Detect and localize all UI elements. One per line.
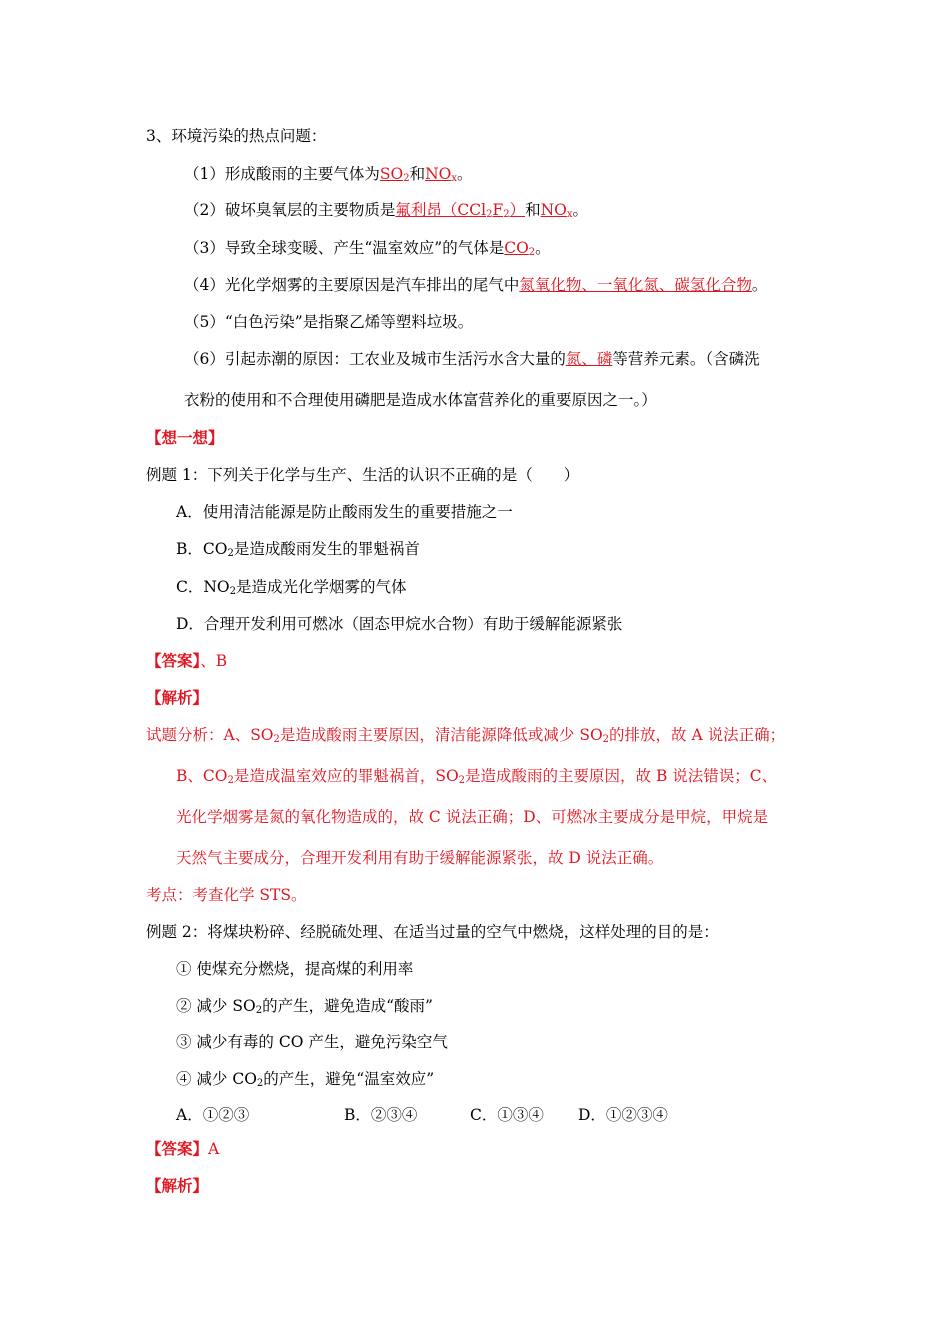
example-1-analysis-line-4: 天然气主要成分，合理开发利用有助于缓解能源紧张，故 D 说法正确。 (176, 849, 664, 867)
example-1-question: 例题 1：下列关于化学与生产、生活的认识不正确的是（ ） (146, 466, 580, 484)
example-2-option-a: A．①②③ (176, 1106, 250, 1124)
example-2-analysis-heading: 【解析】 (146, 1176, 209, 1195)
item-3-answer: $CO_2$ (504, 239, 536, 258)
item-2-answer-2: $NO_x$ (540, 201, 573, 220)
example-1-analysis-line-1: 试题分析：A、$SO_2$是造成酸雨主要原因，清洁能源降低或减少 $SO_2$的排放，故 A 说法正确； (146, 726, 786, 745)
item-1: （1）形成酸雨的主要气体为$SO_2$和$NO_x$。 (184, 165, 473, 184)
example-1-answer: 【答案】、B (146, 651, 228, 670)
item-3: （3）导致全球变暖、产生“温室效应”的气体是$CO_2$。 (184, 239, 551, 258)
think-heading: 【想一想】 (146, 428, 224, 447)
example-1-option-c: C．$NO_2$是造成光化学烟雾的气体 (176, 578, 407, 597)
item-1-answer-1: $SO_2$ (379, 165, 410, 184)
example-2-statement-4: ④ 减少 $CO_2$的产生，避免“温室效应” (176, 1070, 435, 1089)
example-2-option-c: C．①③④ (470, 1106, 544, 1124)
example-2-statement-2: ② 减少 $SO_2$的产生，避免造成“酸雨” (176, 997, 433, 1016)
item-4-answer: 氮氧化物、一氧化氮、碳氢化合物 (519, 276, 752, 294)
example-1-option-a: A．使用清洁能源是防止酸雨发生的重要措施之一 (176, 503, 513, 521)
item-4: （4）光化学烟雾的主要原因是汽车排出的尾气中氮氧化物、一氧化氮、碳氢化合物。 (184, 276, 768, 294)
item-5: （5）“白色污染”是指聚乙烯等塑料垃圾。 (184, 313, 474, 331)
item-2: （2）破坏臭氧层的主要物质是氟利昂$(CCl_2F_2)$和$NO_x$。 (184, 201, 589, 220)
example-1-analysis-line-2: B、$CO_2$是造成温室效应的罪魁祸首，$SO_2$是造成酸雨的主要原因，故 B 说法错误；C、 (176, 767, 778, 786)
item-1-answer-2: $NO_x$ (425, 165, 458, 184)
example-2-answer: 【答案】A (146, 1139, 220, 1158)
example-2-options (176, 1105, 668, 1125)
section-title: 3、环境污染的热点问题： (146, 127, 327, 145)
example-1-kaodian: 考点：考查化学 STS。 (146, 886, 307, 904)
example-1-option-d: D．合理开发利用可燃冰（固态甲烷水合物）有助于缓解能源紧张 (176, 615, 623, 633)
example-2-option-d: D．①②③④ (578, 1106, 668, 1124)
item-6: （6）引起赤潮的原因：工农业及城市生活污水含大量的氮、磷等营养元素。（含磷洗 (184, 350, 760, 368)
example-2-option-b: B．②③④ (344, 1106, 418, 1124)
example-1-option-b: B．$CO_2$是造成酸雨发生的罪魁祸首 (176, 540, 420, 559)
item-6-answer: 氮、磷 (565, 350, 613, 368)
item-1-text: （1）形成酸雨的主要气体为 (184, 165, 380, 183)
example-1-analysis-line-3: 光化学烟雾是氮的氧化物造成的，故 C 说法正确；D、可燃冰主要成分是甲烷，甲烷是 (176, 808, 769, 826)
item-6-continuation: 衣粉的使用和不合理使用磷肥是造成水体富营养化的重要原因之一。） (184, 391, 657, 409)
example-2-statement-1: ① 使煤充分燃烧，提高煤的利用率 (176, 960, 414, 978)
example-2-question: 例题 2：将煤块粉碎、经脱硫处理、在适当过量的空气中燃烧，这样处理的目的是： (146, 923, 719, 941)
item-2-answer-1: 氟利昂$(CCl_2F_2)$ (395, 201, 526, 220)
example-2-statement-3: ③ 减少有毒的 CO 产生，避免污染空气 (176, 1033, 448, 1051)
example-1-analysis-heading: 【解析】 (146, 688, 209, 707)
